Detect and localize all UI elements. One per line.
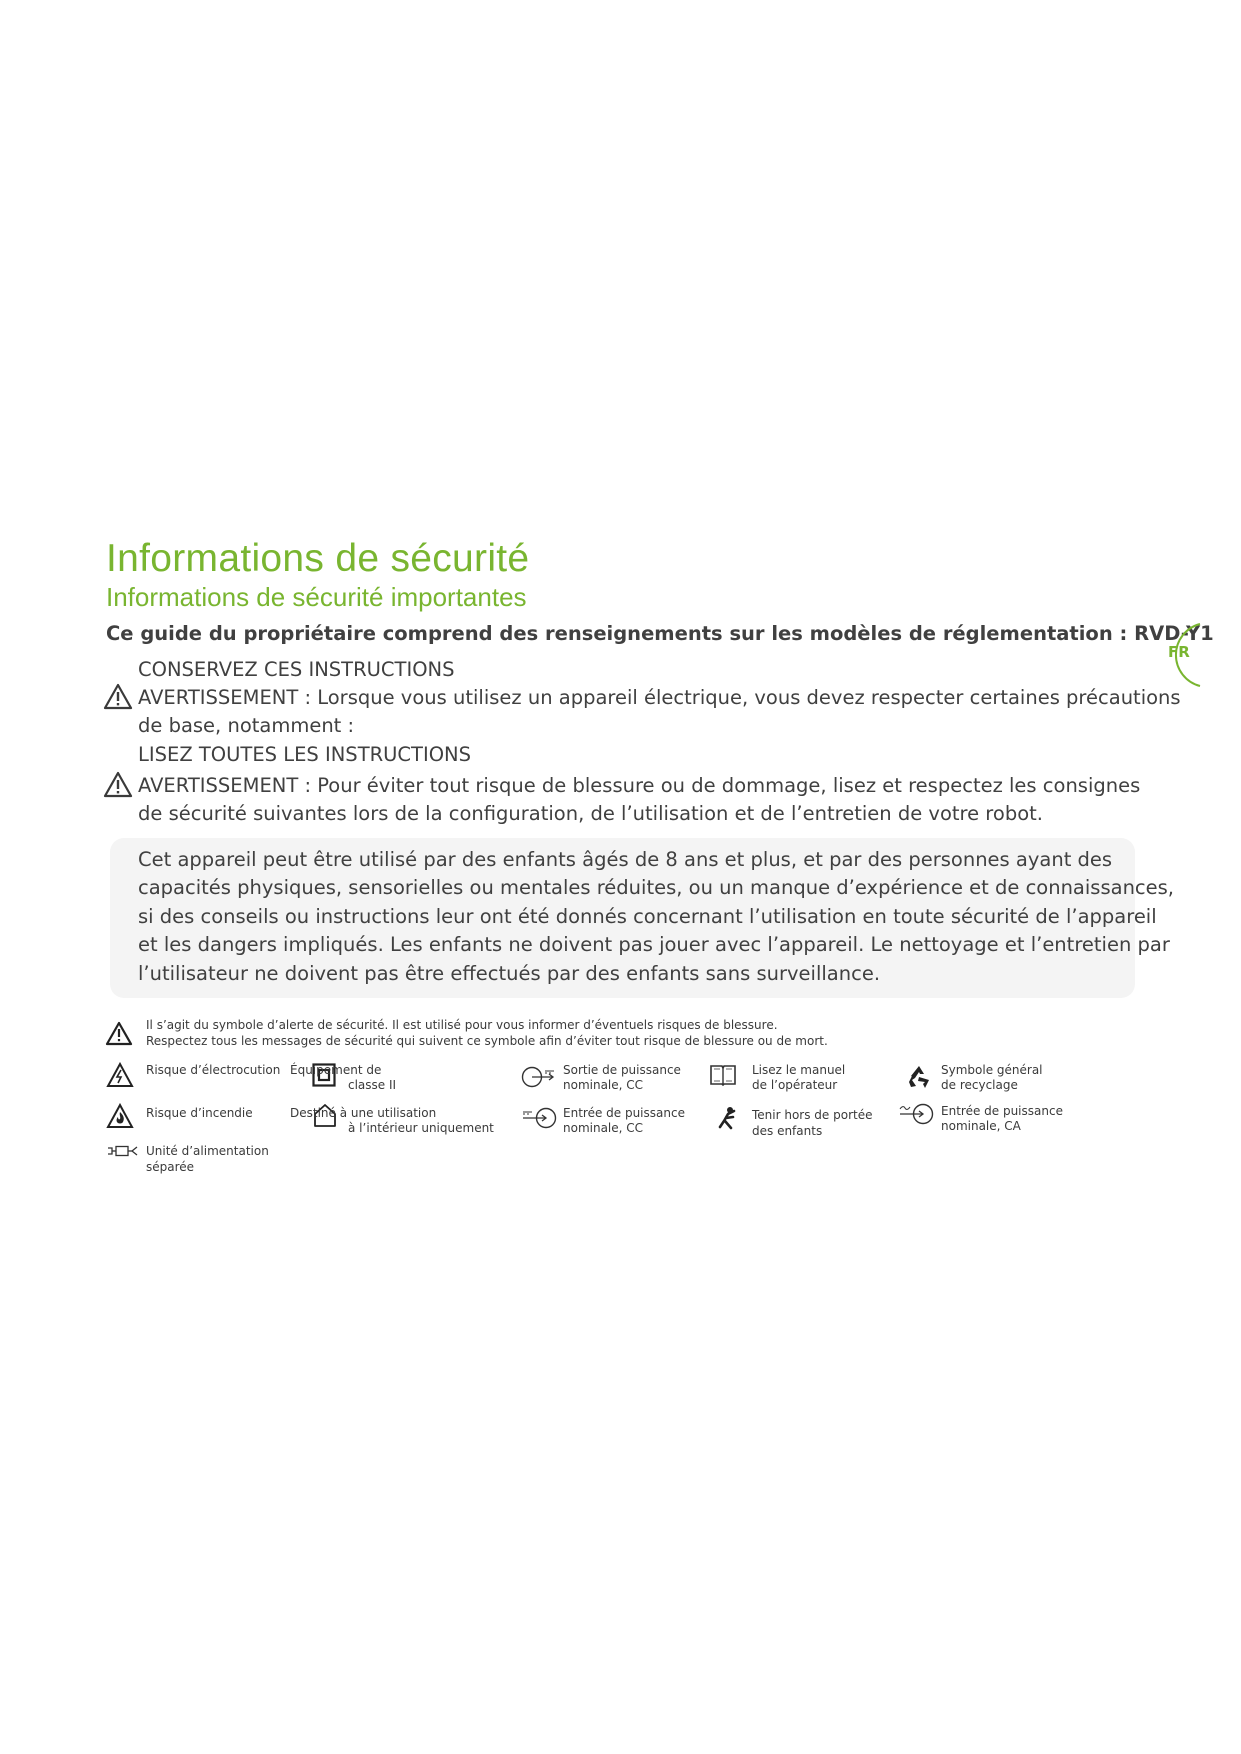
page-title: Informations de sécurité: [106, 537, 530, 580]
warning-2-line-1: AVERTISSEMENT : Pour éviter tout risque de blessure ou de dommage, lisez et respectez les consignes: [138, 774, 1141, 797]
dc-output-label-a: Sortie de puissance: [563, 1063, 681, 1077]
class-2-label-b: classe II: [348, 1078, 397, 1092]
read-all-instructions: LISEZ TOUTES LES INSTRUCTIONS: [138, 743, 472, 766]
dc-output-label-b: nominale, CC: [563, 1078, 644, 1092]
warning-1-line-2: de base, notamment :: [138, 714, 355, 737]
keep-away-children-label-b: des enfants: [752, 1124, 823, 1138]
keep-away-children-label-a: Tenir hors de portée: [752, 1108, 873, 1122]
notice-line-5: l’utilisateur ne doivent pas être effectués par des enfants sans surveillance.: [138, 962, 881, 985]
indoor-use-label-b: à l’intérieur uniquement: [348, 1121, 494, 1135]
dc-input-icon: [521, 1107, 557, 1129]
page-subtitle: Informations de sécurité importantes: [106, 582, 527, 612]
fire-hazard-label: Risque d’incendie: [146, 1106, 253, 1120]
dc-input-label-a: Entrée de puissance: [563, 1106, 685, 1120]
electrocution-label: Risque d’électrocution: [146, 1063, 281, 1077]
recycling-label-a: Symbole général: [941, 1063, 1043, 1077]
intro-text: Ce guide du propriétaire comprend des renseignements sur les modèles de réglementation : RVD-Y1: [106, 622, 1214, 645]
ac-input-label-b: nominale, CA: [941, 1119, 1021, 1133]
class-2-label-a: Équipement de: [290, 1063, 382, 1077]
alert-text-line-1: Il s’agit du symbole d’alerte de sécurité. Il est utilisé pour vous informer d’éventuels risques de blessure.: [146, 1018, 778, 1032]
recycling-icon: [906, 1064, 932, 1090]
dc-output-icon: [521, 1066, 557, 1088]
alert-text-line-2: Respectez tous les messages de sécurité qui suivent ce symbole afin d’éviter tout risque de blessure ou de mort.: [146, 1034, 828, 1048]
electrocution-icon: [106, 1062, 134, 1088]
keep-instructions: CONSERVEZ CES INSTRUCTIONS: [138, 658, 455, 681]
warning-1-line-1: AVERTISSEMENT : Lorsque vous utilisez un appareil électrique, vous devez respecter certaines précautions: [138, 686, 1181, 709]
manual-label-b: de l’opérateur: [752, 1078, 838, 1092]
separate-power-unit-label-b: séparée: [146, 1160, 195, 1174]
warning-triangle-icon: [103, 683, 133, 710]
recycling-label-b: de recyclage: [941, 1078, 1018, 1092]
notice-line-1: Cet appareil peut être utilisé par des enfants âgés de 8 ans et plus, et par des personnes ayant des: [138, 848, 1113, 871]
language-tab-label: FR: [1168, 643, 1190, 661]
separate-power-unit-label-a: Unité d’alimentation: [146, 1144, 269, 1158]
indoor-use-label-a: Destiné à une utilisation: [290, 1106, 437, 1120]
safety-alert-icon: [105, 1021, 133, 1046]
manual-label-a: Lisez le manuel: [752, 1063, 846, 1077]
warning-triangle-icon: [103, 771, 133, 798]
ac-input-icon: [898, 1103, 934, 1125]
ac-input-label-a: Entrée de puissance: [941, 1104, 1063, 1118]
notice-line-3: si des conseils ou instructions leur ont été donnés concernant l’utilisation en toute sécurité de l’appareil: [138, 905, 1157, 928]
keep-away-children-icon: [714, 1105, 740, 1131]
dc-input-label-b: nominale, CC: [563, 1121, 644, 1135]
notice-line-4: et les dangers impliqués. Les enfants ne doivent pas jouer avec l’appareil. Le nettoyage et l’entretien par: [138, 933, 1170, 956]
fire-hazard-icon: [106, 1103, 134, 1129]
warning-2-line-2: de sécurité suivantes lors de la configuration, de l’utilisation et de l’entretien de votre robot.: [138, 802, 1043, 825]
notice-line-2: capacités physiques, sensorielles ou mentales réduites, ou un manque d’expérience et de connaissances,: [138, 876, 1175, 899]
language-tab[interactable]: [1160, 622, 1241, 688]
separate-power-unit-icon: [107, 1144, 139, 1158]
manual-book-icon: [709, 1063, 737, 1087]
